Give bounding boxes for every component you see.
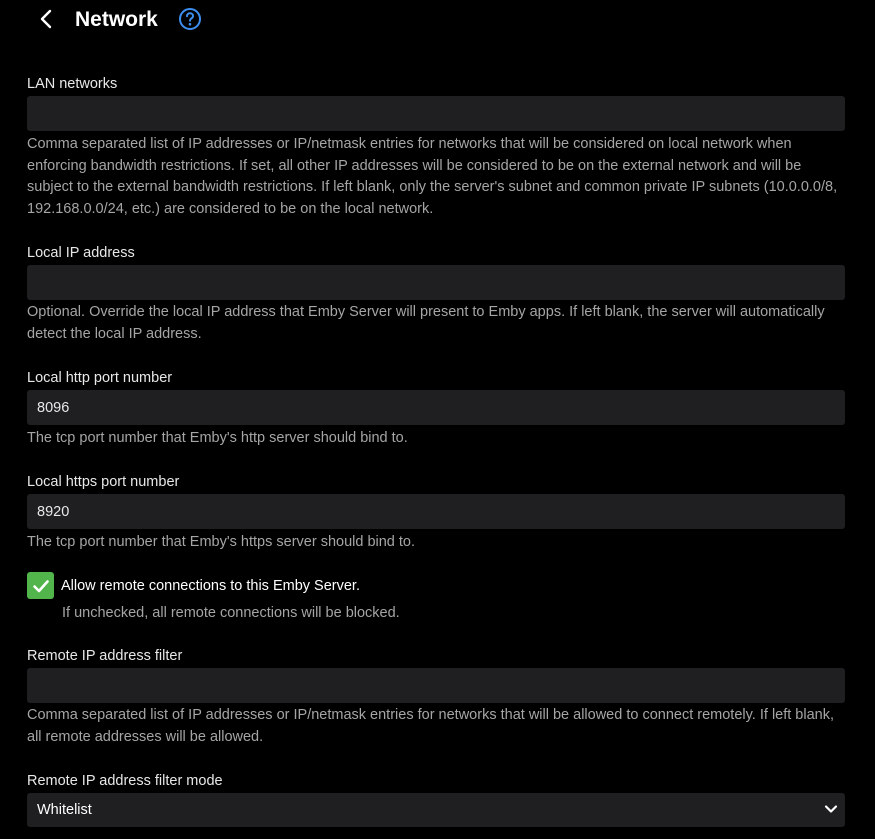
http-port-input[interactable] — [27, 390, 845, 425]
chevron-down-icon — [823, 801, 839, 817]
allow-remote-checkbox[interactable] — [27, 572, 54, 599]
help-button[interactable] — [178, 7, 202, 31]
https-port-input[interactable] — [27, 494, 845, 529]
remote-filter-input[interactable] — [27, 668, 845, 703]
https-port-description: The tcp port number that Emby's https server should bind to. — [27, 534, 416, 550]
lan-networks-label: LAN networks — [27, 76, 118, 92]
checkmark-icon — [31, 576, 51, 596]
local-ip-input[interactable] — [27, 265, 845, 300]
http-port-description: The tcp port number that Emby's http server should bind to. — [27, 430, 408, 446]
back-button[interactable] — [33, 5, 61, 33]
remote-filter-description: Comma separated list of IP addresses or IP/netmask entries for networks that will be allowed to connect remotely. If left blank, all remote addresses will be allowed. — [27, 707, 835, 745]
http-port-label: Local http port number — [27, 370, 173, 386]
lan-networks-input[interactable] — [27, 96, 845, 131]
allow-remote-description: If unchecked, all remote connections will be blocked. — [62, 605, 400, 621]
https-port-label: Local https port number — [27, 474, 180, 490]
filter-mode-value: Whitelist — [37, 802, 92, 818]
lan-networks-description: Comma separated list of IP addresses or IP/netmask entries for networks that will be considered on local network when enforcing bandwidth restrictions. If set, all other IP addresses will be considered to be on the external network and will be subject to the external bandwidth restrictions. If left blank, only the server's subnet and common private IP subnets (10.0.0.0/8, 192.168.0.0/24, etc.) are considered to be on the local network. — [27, 136, 838, 217]
allow-remote-label[interactable]: Allow remote connections to this Emby Server. — [61, 578, 360, 594]
page-title: Network — [75, 8, 158, 31]
chevron-left-icon — [38, 9, 56, 29]
local-ip-label: Local IP address — [27, 245, 135, 261]
page-header — [0, 0, 875, 40]
filter-mode-select[interactable] — [27, 793, 845, 827]
remote-filter-label: Remote IP address filter — [27, 648, 183, 664]
filter-mode-label: Remote IP address filter mode — [27, 773, 223, 789]
local-ip-description: Optional. Override the local IP address that Emby Server will present to Emby apps. If left blank, the server will automatically detect the local IP address. — [27, 304, 825, 342]
help-circle-icon — [178, 7, 202, 31]
